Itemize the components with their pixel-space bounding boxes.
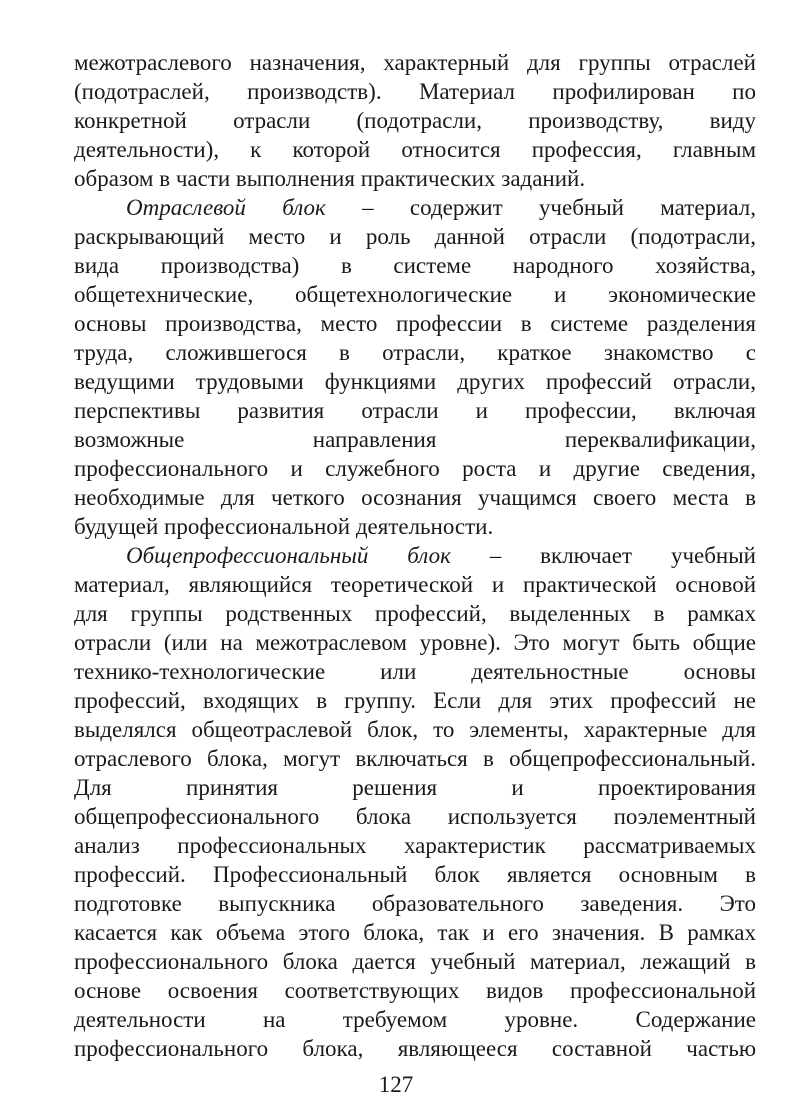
page-number: 127: [378, 1072, 414, 1097]
text-line: основы производства, место профессии в системе разделения: [74, 311, 756, 336]
text-line: для группы родственных профессий, выделенных в рамках: [74, 601, 756, 626]
text-line: раскрывающий место и роль данной отрасли (подотрасли,: [74, 224, 756, 249]
text-line: профессионального блока, являющееся составной частью: [74, 1036, 756, 1061]
text-line: отрасли (или на межотраслевом уровне). Это могут быть общие: [74, 630, 756, 655]
text-line: труда, сложившегося в отрасли, краткое знакомство с: [74, 340, 756, 365]
text-line: подготовке выпускника образовательного заведения. Это: [74, 891, 756, 916]
text-line: деятельности), к которой относится профессия, главным: [74, 137, 756, 162]
text-line: профессий, входящих в группу. Если для этих профессий не: [74, 688, 756, 713]
text-line: профессионального блока дается учебный материал, лежащий в: [74, 949, 756, 974]
text-line: анализ профессиональных характеристик рассматриваемых: [74, 833, 756, 858]
text-line: технико-технологические или деятельностные основы: [74, 659, 756, 684]
text-line: образом в части выполнения практических заданий.: [74, 166, 586, 191]
italic-term: Отраслевой блок: [126, 195, 326, 220]
paragraph-start-line: Отраслевой блок – содержит учебный материал,: [126, 195, 756, 220]
text-line: конкретной отрасли (подотрасли, производству, виду: [74, 108, 756, 133]
italic-term: Общепрофессиональный блок: [126, 543, 451, 568]
text-line: общетехнические, общетехнологические и экономические: [74, 282, 756, 307]
text-line: основе освоения соответствующих видов профессиональной: [74, 978, 756, 1003]
text-line: Для принятия решения и проектирования: [74, 775, 756, 800]
text-line: отраслевого блока, могут включаться в общепрофессиональный.: [74, 746, 756, 771]
text-line: материал, являющийся теоретической и практической основой: [74, 572, 756, 597]
paragraph-start-line: Общепрофессиональный блок – включает учебный: [126, 543, 756, 568]
text-line: касается как объема этого блока, так и его значения. В рамках: [74, 920, 756, 945]
text-line: общепрофессионального блока используется поэлементный: [74, 804, 756, 829]
text-line: вида производства) в системе народного хозяйства,: [74, 253, 756, 278]
text-line: межотраслевого назначения, характерный для группы отраслей: [74, 50, 756, 75]
text-line: ведущими трудовыми функциями других профессий отрасли,: [74, 369, 756, 394]
text-line: профессионального и служебного роста и другие сведения,: [74, 456, 756, 481]
text-line: будущей профессиональной деятельности.: [74, 514, 494, 539]
text-line: возможные направления переквалификации,: [74, 427, 756, 452]
text-line: профессий. Профессиональный блок является основным в: [74, 862, 756, 887]
text-line: перспективы развития отрасли и профессии, включая: [74, 398, 756, 423]
text-line: деятельности на требуемом уровне. Содержание: [74, 1007, 756, 1032]
text-line: (подотраслей, производств). Материал профилирован по: [74, 79, 756, 104]
text-line: выделялся общеотраслевой блок, то элементы, характерные для: [74, 717, 756, 742]
text-line: необходимые для четкого осознания учащимся своего места в: [74, 485, 756, 510]
